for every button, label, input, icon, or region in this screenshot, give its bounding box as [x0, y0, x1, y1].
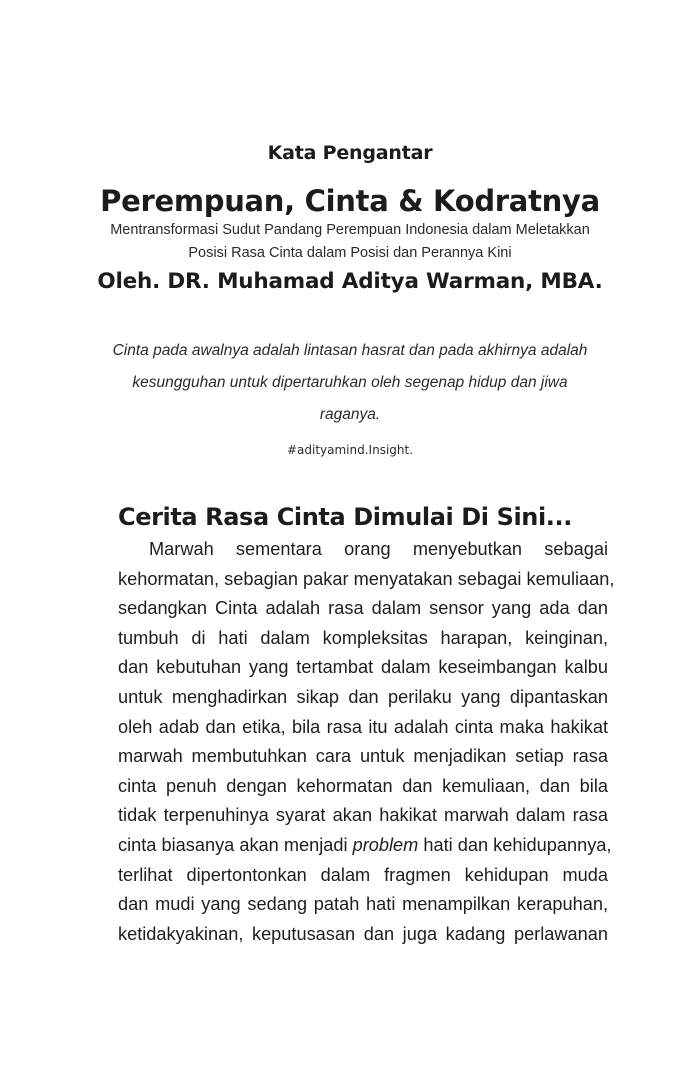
paragraph-line: tumbuh di hati dalam kompleksitas harapan, keinginan,	[118, 627, 608, 648]
quote-line-2: kesungguhan untuk dipertaruhkan oleh segenap hidup dan jiwa	[132, 374, 568, 391]
paragraph-line: ketidakyakinan, keputusasan dan juga kadang perlawanan	[118, 923, 608, 944]
subtitle-line-2: Posisi Rasa Cinta dalam Posisi dan Perannya Kini	[188, 245, 512, 261]
section-heading: Cerita Rasa Cinta Dimulai Di Sini...	[118, 503, 572, 531]
paragraph-line: cinta penuh dengan kehormatan dan kemuliaan, dan bila	[118, 775, 608, 796]
line-text-after: hati dan kehidupannya,	[423, 834, 612, 855]
quote-line-3: raganya.	[319, 406, 381, 423]
line-text-before: cinta biasanya akan menjadi	[118, 834, 348, 855]
quote-hashtag: #adityamind.Insight.	[286, 443, 414, 457]
paragraph-line: kehormatan, sebagian pakar menyatakan sebagai kemuliaan,	[118, 568, 615, 589]
paragraph-line: terlihat dipertontonkan dalam fragmen kehidupan muda	[118, 864, 608, 885]
paragraph-line-with-italic	[118, 831, 612, 861]
paragraph-line: oleh adab dan etika, bila rasa itu adalah cinta maka hakikat	[118, 716, 608, 737]
paragraph-line: untuk menghadirkan sikap dan perilaku yang dipantaskan	[118, 686, 608, 707]
body-paragraph	[118, 535, 615, 949]
section-label: Kata Pengantar	[267, 142, 433, 164]
paragraph-line: tidak terpenuhinya syarat akan hakikat marwah dalam rasa	[118, 805, 608, 826]
italic-word: problem	[352, 834, 419, 855]
subtitle-line-1: Mentransformasi Sudut Pandang Perempuan Indonesia dalam Meletakkan	[110, 222, 590, 238]
paragraph-line: sedangkan Cinta adalah rasa dalam sensor yang ada dan	[118, 598, 608, 619]
quote-line-1: Cinta pada awalnya adalah lintasan hasrat dan pada akhirnya adalah	[112, 342, 588, 359]
paragraph-line: dan mudi yang sedang patah hati menampilkan kerapuhan,	[118, 894, 608, 915]
paragraph-line: marwah membutuhkan cara untuk menjadikan setiap rasa	[118, 746, 608, 767]
paragraph-line: dan kebutuhan yang tertambat dalam keseimbangan kalbu	[118, 657, 608, 678]
author-byline: Oleh. DR. Muhamad Aditya Warman, MBA.	[97, 269, 603, 294]
paragraph-line: Marwah sementara orang menyebutkan sebagai	[149, 539, 608, 559]
page-title: Perempuan, Cinta & Kodratnya	[100, 184, 600, 218]
